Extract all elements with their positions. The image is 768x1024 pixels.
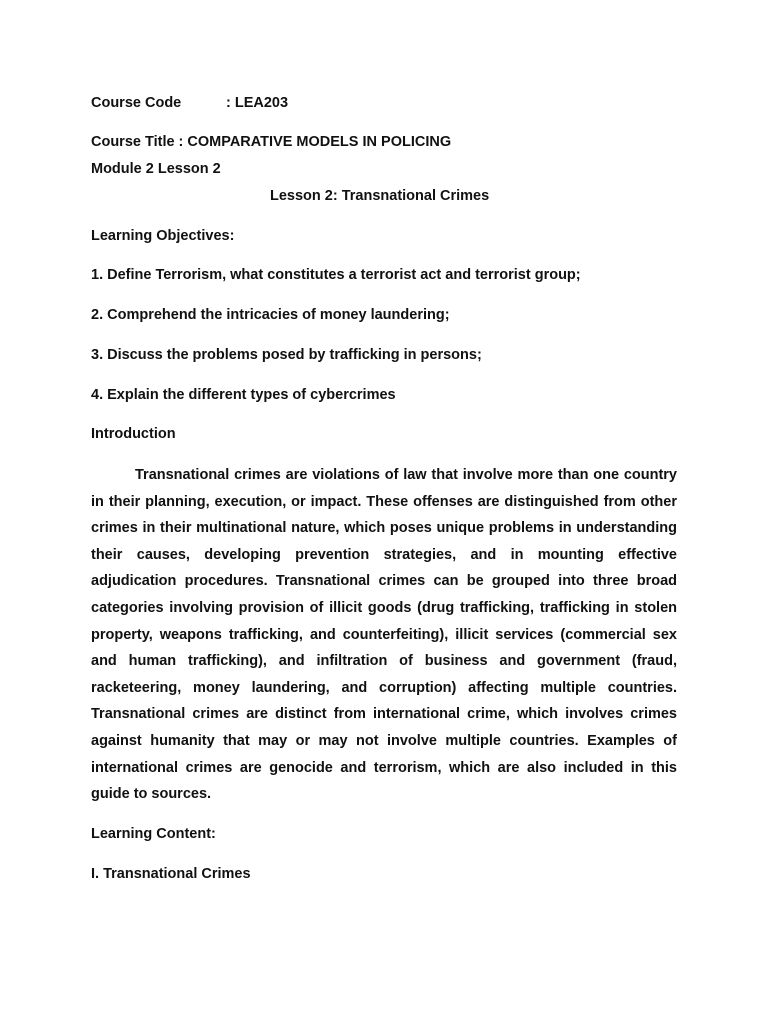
module-line: Module 2 Lesson 2 — [91, 161, 221, 177]
objective-item: 1. Define Terrorism, what constitutes a terrorist act and terrorist group; — [91, 267, 581, 283]
course-code-label: Course Code — [91, 95, 182, 111]
objective-item: 2. Comprehend the intricacies of money laundering; — [91, 307, 450, 323]
objective-item: 3. Discuss the problems posed by trafficking in persons; — [91, 347, 482, 363]
objectives-heading: Learning Objectives: — [91, 228, 235, 244]
learning-content-heading: Learning Content: — [91, 826, 216, 842]
lesson-heading: Lesson 2: Transnational Crimes — [270, 188, 490, 204]
course-code-value: : LEA203 — [226, 95, 289, 111]
objective-item: 4. Explain the different types of cybercrimes — [91, 387, 396, 403]
introduction-heading: Introduction — [91, 426, 176, 442]
section-heading: I. Transnational Crimes — [91, 866, 251, 882]
course-title: Course Title : COMPARATIVE MODELS IN POLICING — [91, 134, 452, 150]
introduction-paragraph: Transnational crimes are violations of law that involve more than one country in their planning, execution, or impact. These offenses are distinguished from other crimes in their multinational nature, which poses unique problems in understanding their causes, developing prevention strategies, and in mounting effective adjudication procedures. Transnational crimes can be grouped into three broad categories involving provision of illicit goods (drug trafficking, trafficking in stolen property, weapons trafficking, and counterfeiting), illicit services (commercial sex and human trafficking), and infiltration of business and government (fraud, racketeering, money laundering, and corruption) affecting multiple countries. Transnational crimes are distinct from international crime, which involves crimes against humanity that may or may not involve multiple countries. Examples of international crimes are genocide and terrorism, which are also included in this guide to sources. — [91, 467, 677, 803]
